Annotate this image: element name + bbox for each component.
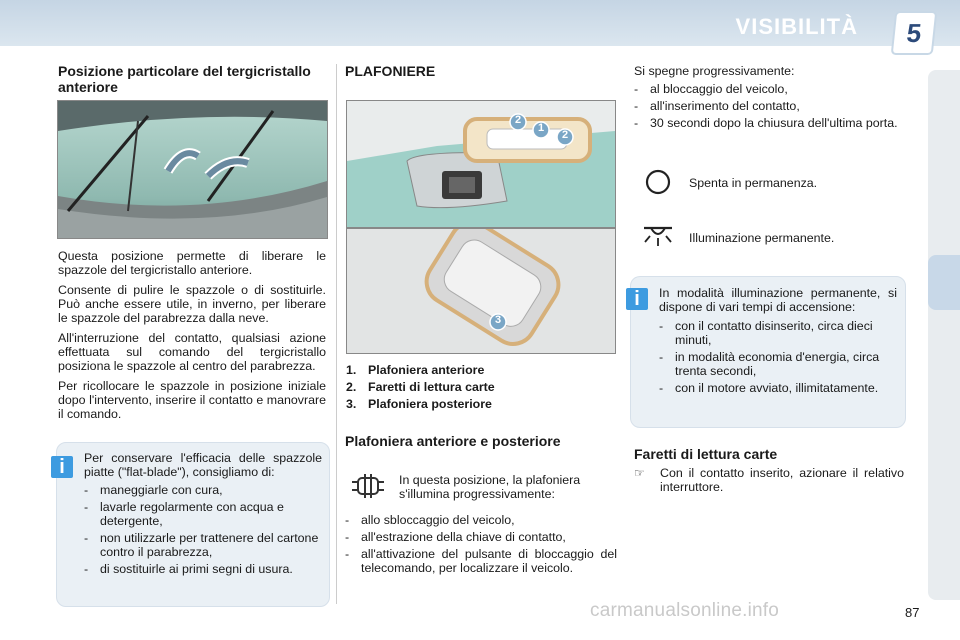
pointing-hand-icon: ☞ [634, 466, 645, 480]
light-on-text: Illuminazione permanente. [689, 231, 835, 245]
reading-lights-subtitle: Faretti di lettura carte [634, 446, 778, 462]
plafoniere-title: PLAFONIERE [345, 63, 436, 79]
list-item: - all'inserimento del contatto, [634, 99, 800, 113]
door-mode-icon [349, 472, 387, 505]
rear-light-photo [346, 228, 616, 354]
note-intro: Per conservare l'efficacia delle spazzole piatte ("flat-blade"), consigliamo di: [84, 451, 322, 479]
wiper-section-title: Posizione particolare del tergicristallo anteriore [58, 63, 311, 95]
chapter-number: 5 [893, 13, 935, 53]
wiper-note-content [84, 451, 322, 579]
callout-1: 1 [532, 121, 550, 144]
list-item: - 30 secondi dopo la chiusura dell'ultima porta. [634, 116, 898, 130]
list-item: - maneggiarle con cura, [84, 483, 223, 497]
switch-off-intro: Si spegne progressivamente: [634, 64, 795, 78]
light-off-text: Spenta in permanenza. [689, 176, 818, 190]
wiper-photo [57, 100, 328, 239]
list-item: - di sostituirle ai primi segni di usura. [84, 562, 293, 576]
front-light-photo [346, 100, 616, 228]
wiper-description [58, 249, 326, 421]
list-item: - allo sbloccaggio del veicolo, [345, 513, 515, 527]
light-off-icon [644, 168, 672, 201]
list-item: 2. Faretti di lettura carte [346, 380, 495, 394]
chapter-side-tabs[interactable] [928, 70, 960, 600]
paragraph: Per ricollocare le spazzole in posizione iniziale dopo l'intervento, inserire il contatto e manovrare il comando. [58, 379, 326, 421]
list-item: - con il contatto disinserito, circa dieci minuti, [659, 319, 873, 347]
callout-2-right: 2 [556, 128, 574, 151]
info-icon: i [51, 456, 73, 478]
list-item: - non utilizzarle per trattenere del cartone contro il parabrezza, [84, 531, 319, 559]
list-item: - al bloccaggio del veicolo, [634, 82, 788, 96]
light-legend-list [346, 363, 616, 414]
callout-3: 3 [489, 313, 507, 336]
reading-lights-instruction [634, 466, 904, 494]
list-item: - in modalità economia d'energia, circa trenta secondi, [659, 350, 880, 378]
paragraph: Consente di pulire le spazzole o di sostituirle. Può anche essere utile, in inverno, per liberare le spazzole del parabrezza dalla neve. [58, 283, 326, 325]
info-icon: i [626, 288, 648, 310]
paragraph: All'interruzione del contatto, qualsiasi azione effettuata sul comando del tergicristallo posiziona le spazzole al centro del parabrezza. [58, 331, 326, 373]
paragraph: Questa posizione permette di liberare le spazzole del tergicristallo anteriore. [58, 249, 326, 277]
door-mode-text: In questa posizione, la plafoniera s'illumina progressivamente: [399, 473, 581, 501]
instruction-text: Con il contatto inserito, azionare il relativo interruttore. [660, 466, 904, 494]
watermark: carmanualsonline.info [590, 600, 780, 621]
note-intro: In modalità illuminazione permanente, si dispone di vari tempi di accensione: [659, 286, 897, 314]
column-divider [336, 64, 337, 604]
switch-off-list [634, 82, 904, 133]
page-number: 87 [905, 605, 920, 620]
callout-2-left: 2 [509, 113, 527, 136]
list-item: - con il motore avviato, illimitatamente. [659, 381, 879, 395]
list-item: 3. Plafoniera posteriore [346, 397, 492, 411]
list-item: - all'attivazione del pulsante di bloccaggio del telecomando, per localizzare il veicolo. [345, 547, 617, 575]
lighting-note-content [659, 286, 897, 398]
illumination-conditions [345, 513, 617, 578]
chapter-side-tab-active[interactable] [928, 255, 960, 310]
list-item: 1. Plafoniera anteriore [346, 363, 485, 377]
front-rear-subtitle: Plafoniera anteriore e posteriore [345, 433, 561, 449]
light-on-icon [640, 222, 676, 255]
page-title: VISIBILITÀ [735, 14, 858, 39]
list-item: - all'estrazione della chiave di contatto, [345, 530, 566, 544]
list-item: - lavarle regolarmente con acqua e detergente, [84, 500, 284, 528]
